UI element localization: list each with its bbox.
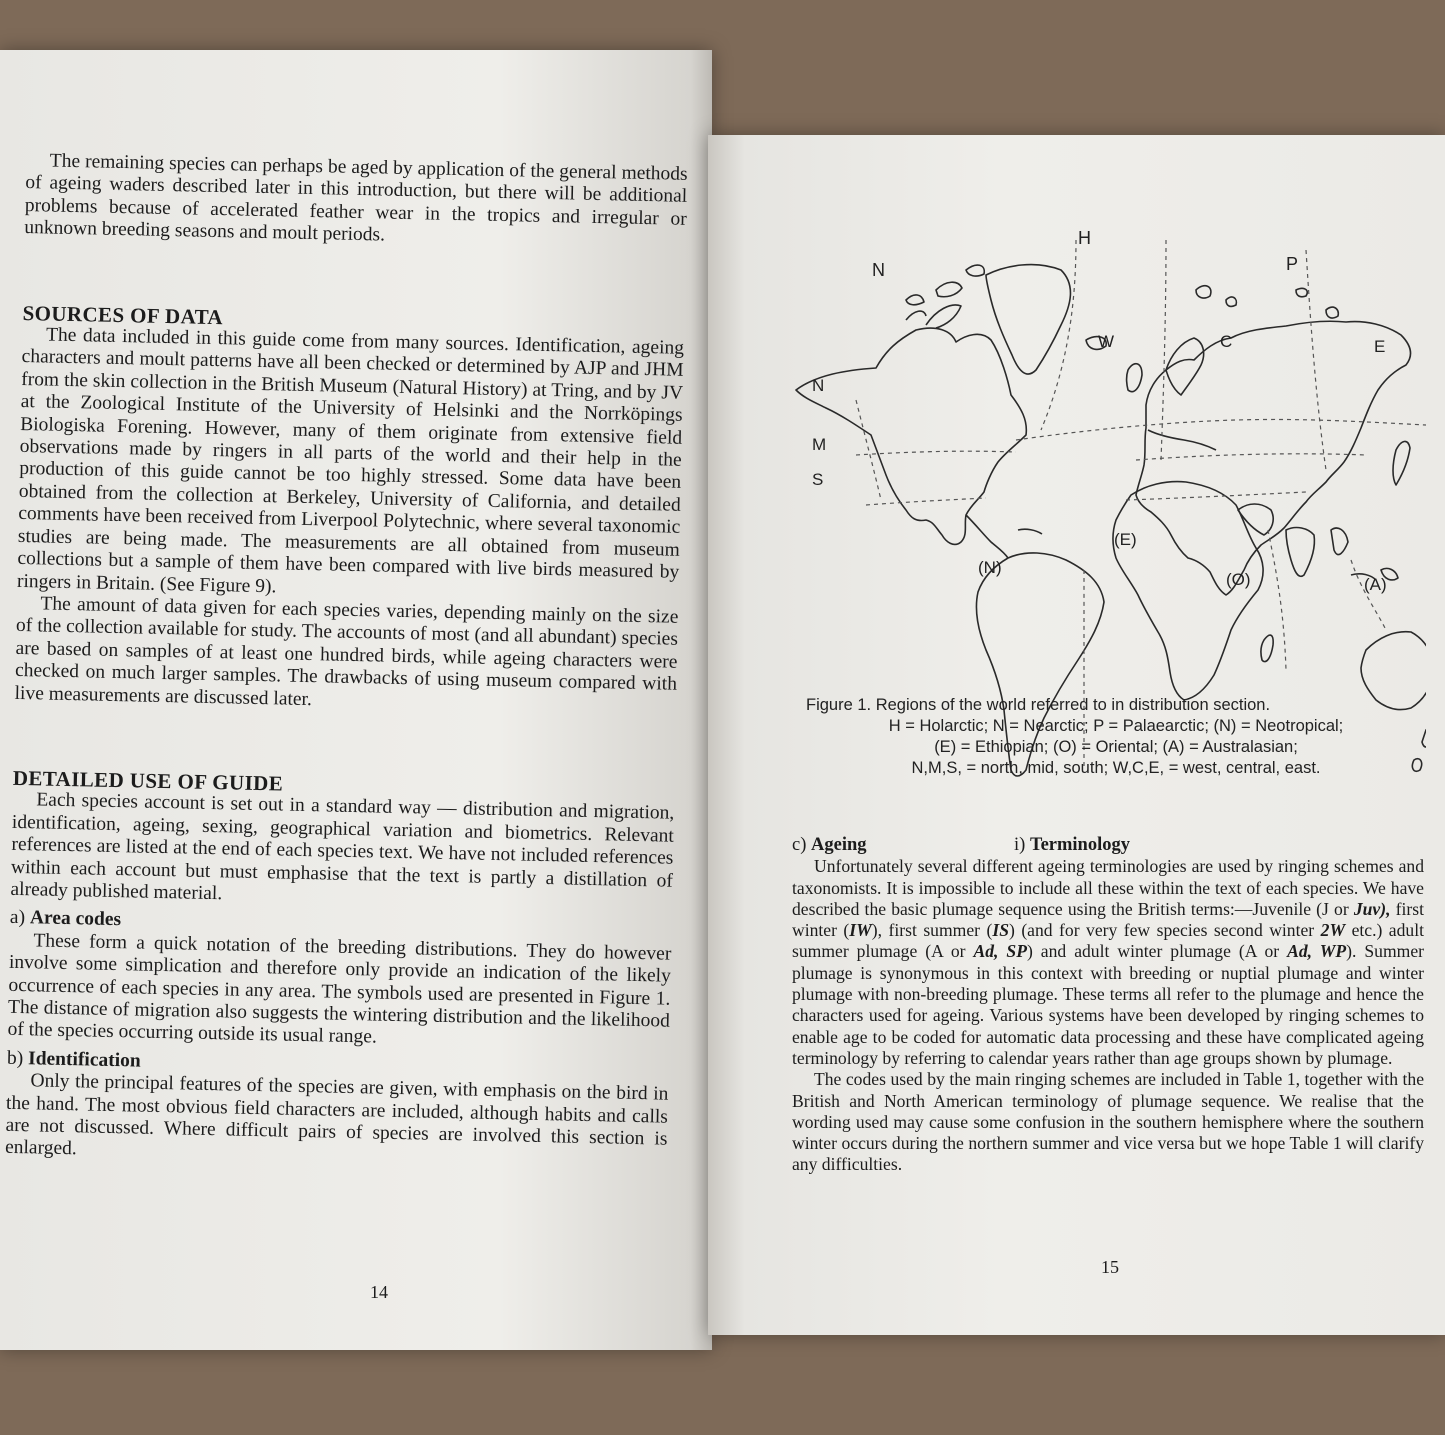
map-label-e: E [1374, 337, 1386, 356]
sources-paragraph-1: The data included in this guide come from many sources. Identification, ageing characters and moult patterns have all been checked or determined by AJP and JHM from the skin collection in the British Museum (Natural History) at Tring, and by JV at the Zoological Institute of the University of Helsinki and the Norrköpings Biologiska Forening. However, many of them originate from extensive field observations made by ringers in all parts of the world and their help in the production of this guide cannot be too highly stressed. Some data have been obtained from the collection at Berkeley, University of California, and detailed comments have been received from Liverpool Polytechnic, where several taxonomic studies are being made. The measurements are all obtained from museum collections but a sample of them have been compared with live birds measured by ringers in Britain. (See Figure 9). [16, 324, 685, 597]
ageing-text-c: ), first summer ( [871, 920, 993, 941]
ageing-paragraph-2: The codes used by the main ringing schemes are included in Table 1, together with the British and North American terminology of plumage sequence. We realise that the wording used may cause some confusion in the southern hemisphere where the southern winter occurs during the northern summer and vice versa but we hope Table 1 will clarify any difficulties. [792, 1069, 1424, 1175]
code-1w: IW [849, 920, 872, 941]
code-adsp: Ad, SP [973, 941, 1027, 962]
uk-outline [1127, 364, 1143, 392]
ageing-paragraph-1 [792, 856, 1424, 1069]
map-label-oriental: (O) [1226, 570, 1251, 589]
right-page [708, 135, 1445, 1335]
page-number-right: 15 [1101, 1257, 1119, 1277]
ageing-text-g: ). Summer plumage is synonymous in this context with breeding or nuptial plumage and winter plumage with non-breeding plumage. These terms all refer to the plumage and hence the characters used for ageing. Various systems have been developed by ringing schemes to enable age to be coded for automatic data processing and these have complicated ageing terminology by referring to calendar years rather than age groups shown by plumage. [792, 941, 1424, 1068]
boundary-north-america-south [866, 498, 986, 505]
intro-paragraph: The remaining species can perhaps be aged by application of the general methods of ageing waders described later in this introduction, but there will be additional problems because of accelerated feather wear in the tropics and irregular or unknown breeding seasons and moult periods. [24, 150, 688, 246]
caption-line-3: (E) = Ethiopian; (O) = Oriental; (A) = Australasian; [934, 738, 1298, 756]
ageing-text-a: Unfortunately several different ageing terminologies are used by ringing schemes and taxonomists. It is impossible to include all these within the text of each species. We have described the basic plumage sequence using the British terms:—Juvenile (J or [792, 856, 1424, 919]
india-outline [1286, 528, 1314, 577]
page-number-left: 14 [370, 1282, 388, 1302]
japan-outline [1393, 441, 1410, 485]
boundary-palaearctic-mid [1136, 454, 1366, 460]
caption-line-4: N,M,S, = north, mid, south; W,C,E, = west, central, east. [911, 759, 1321, 777]
area-heading-text: Area codes [29, 907, 122, 931]
boundary-ethiopian-oriental [1268, 530, 1286, 670]
ageing-text-f: ) and adult winter plumage (A or [1026, 941, 1288, 962]
map-label-p: P [1286, 254, 1299, 274]
boundary-palaearctic-south [1126, 492, 1306, 500]
right-text-column [792, 835, 1424, 1176]
boundary-w-c [1161, 240, 1166, 460]
map-label-s: S [812, 470, 824, 489]
left-text-column [5, 150, 688, 1173]
boundary-north-america-mid [856, 451, 1016, 455]
detailed-heading: DETAILED USE OF GUIDE [12, 765, 284, 796]
map-label-n-top: N [872, 260, 885, 280]
ident-prefix: b) [6, 1047, 24, 1069]
ageing-heading-text: Ageing [811, 835, 867, 855]
ageing-heading [792, 835, 1014, 856]
map-label-h: H [1078, 228, 1091, 248]
term-prefix: i) [1014, 835, 1026, 855]
map-label-australasian: (A) [1364, 575, 1387, 594]
caption-line-2: H = Holarctic; N = Nearctic; P = Palaearctic; (N) = Neotropical; [888, 717, 1344, 735]
greenland-outline [986, 265, 1070, 374]
code-1s: IS [992, 920, 1009, 941]
madagascar-outline [1261, 635, 1273, 661]
sources-heading: SOURCES OF DATA [22, 300, 224, 329]
map-label-w: W [1098, 332, 1115, 351]
map-label-ethiopian: (E) [1114, 530, 1137, 549]
code-2w: 2W [1320, 920, 1346, 941]
identification-paragraph: Only the principal features of the species are given, with emphasis on the bird in the hand. The most obvious field characters are included, although habits and calls are not discussed. Where difficult pairs of species are involved this section is enlarged. [4, 1070, 669, 1160]
boundary-c-e [1306, 250, 1326, 470]
map-label-n-side: N [812, 376, 825, 395]
term-heading-text: Terminology [1029, 835, 1130, 855]
code-juv: Juv), [1353, 898, 1391, 919]
left-page [0, 50, 712, 1350]
ageing-prefix: c) [792, 835, 807, 855]
ageing-text-b: first winter ( [792, 898, 1424, 941]
map-label-c: C [1220, 332, 1233, 351]
north-america-outline [796, 328, 1026, 544]
ageing-text-e: etc.) adult summer plumage (A or [792, 920, 1424, 962]
ageing-text-d: ) (and for very few species second winter [1008, 920, 1321, 941]
terminology-heading [1014, 835, 1130, 856]
detailed-paragraph: Each species account is set out in a standard way — distribution and migration, identification, ageing, sexing, geographical variation and biometrics. Relevant references are listed at the end of each species text. We have not included references within each account but must emphasise that the text is partly a distillation of already published material. [10, 789, 675, 905]
map-label-neotropical: (N) [978, 558, 1002, 577]
sources-paragraph-2: The amount of data given for each species varies, depending mainly on the size of the collection available for study. The accounts of most (and all abundant) species are based on samples of at least one hundred birds, while ageing characters were checked on much larger samples. The drawbacks of using museum compared with live measurements are discussed later. [14, 593, 679, 710]
boundary-holarctic-south [1016, 419, 1426, 440]
ageing-headings [792, 835, 1424, 856]
area-prefix: a) [9, 907, 26, 929]
figure-caption [806, 695, 1426, 779]
map-label-m: M [812, 435, 827, 454]
caption-line-1: Figure 1. Regions of the world referred to in distribution section. [806, 696, 1271, 714]
area-codes-paragraph: These form a quick notation of the breeding distributions. They do however involve some simplication and therefore only provide an indication of the likely occurrence of each species in any area. The symbols used are presented in Figure 1. The distance of migration also suggests the wintering distribution and the likelihood of the species occurring outside its usual range. [7, 930, 672, 1048]
central-america-outline [966, 515, 1008, 558]
ident-heading-text: Identification [27, 1048, 141, 1072]
code-adwp: Ad, WP [1287, 941, 1347, 962]
